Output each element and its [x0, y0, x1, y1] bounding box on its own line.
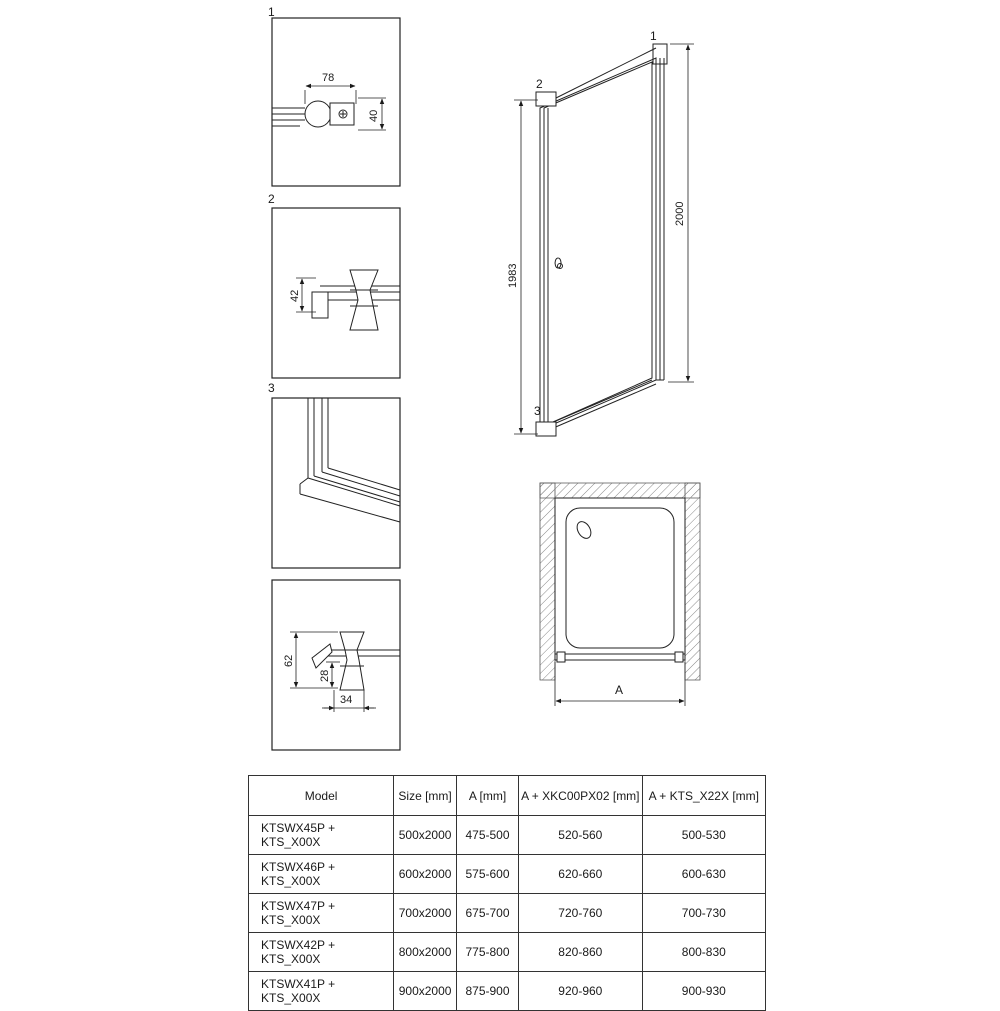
fixed-profile: [653, 44, 667, 380]
cell-a-kts: 900-930: [642, 972, 765, 1011]
cell-a-xkc: 720-760: [519, 894, 643, 933]
dim-42-label: 42: [289, 289, 301, 302]
col-size: Size [mm]: [394, 776, 457, 816]
table-row: [249, 894, 766, 933]
detail-2-number: 2: [268, 192, 275, 206]
dim-62-label: 62: [283, 654, 295, 667]
col-a: A [mm]: [456, 776, 518, 816]
detail-3-number: 3: [268, 381, 275, 395]
door-plan-profile: [555, 652, 685, 662]
cell-a: 575-600: [456, 855, 518, 894]
detail-1-number: 1: [268, 5, 275, 19]
table-header-row: [249, 776, 766, 816]
col-a-xkc: A + XKC00PX02 [mm]: [519, 776, 643, 816]
dim-28-label: 28: [319, 669, 331, 682]
cell-a: 875-900: [456, 972, 518, 1011]
dim-2000-label: 2000: [674, 201, 686, 226]
callout-leader-1: [556, 48, 656, 98]
detail-3: [268, 381, 400, 568]
wall-back: [540, 483, 700, 498]
dim-40-label: 40: [368, 109, 380, 122]
detail-1-dim-78: [305, 86, 356, 104]
callout-1: 1: [650, 29, 657, 43]
cell-model: KTSWX46P + KTS_X00X: [249, 855, 394, 894]
table-row: [249, 933, 766, 972]
cell-size: 800x2000: [394, 933, 457, 972]
detail-1-frame: [272, 18, 400, 186]
dim-34-label: 34: [340, 694, 353, 706]
dim-a-label: A: [615, 683, 624, 697]
cell-a-kts: 800-830: [642, 933, 765, 972]
cell-size: 700x2000: [394, 894, 457, 933]
cell-size: 600x2000: [394, 855, 457, 894]
cell-a-xkc: 820-860: [519, 933, 643, 972]
table-row: [249, 972, 766, 1011]
cell-model: KTSWX41P + KTS_X00X: [249, 972, 394, 1011]
table-row: [249, 816, 766, 855]
cell-a-kts: 600-630: [642, 855, 765, 894]
cell-a-xkc: 620-660: [519, 855, 643, 894]
col-model: Model: [249, 776, 394, 816]
cell-a: 475-500: [456, 816, 518, 855]
shower-tray: [555, 498, 685, 658]
cell-a-xkc: 920-960: [519, 972, 643, 1011]
cell-a: 675-700: [456, 894, 518, 933]
detail-2: [268, 192, 400, 378]
cell-a-xkc: 520-560: [519, 816, 643, 855]
col-a-kts: A + KTS_X22X [mm]: [642, 776, 765, 816]
table-row: [249, 855, 766, 894]
cell-a-kts: 500-530: [642, 816, 765, 855]
dim-1983-label: 1983: [507, 263, 519, 288]
cell-a-kts: 700-730: [642, 894, 765, 933]
cell-size: 900x2000: [394, 972, 457, 1011]
cell-model: KTSWX45P + KTS_X00X: [249, 816, 394, 855]
cell-model: KTSWX42P + KTS_X00X: [249, 933, 394, 972]
cell-size: 500x2000: [394, 816, 457, 855]
corner-profile: [300, 398, 400, 522]
wall-right: [685, 483, 700, 680]
detail-1: [268, 5, 400, 186]
cell-model: KTSWX47P + KTS_X00X: [249, 894, 394, 933]
wall-left: [540, 483, 555, 680]
spec-table: [248, 775, 766, 1011]
callout-3: 3: [534, 404, 541, 418]
cell-a: 775-800: [456, 933, 518, 972]
door-elevation: [507, 29, 694, 436]
detail-4: [272, 580, 400, 750]
handle-side-view: [312, 270, 400, 330]
hinge-top-view: [272, 101, 354, 127]
door-leaf: [536, 58, 656, 436]
plan-view: [540, 483, 700, 706]
dim-78-label: 78: [322, 72, 335, 84]
callout-2: 2: [536, 77, 543, 91]
